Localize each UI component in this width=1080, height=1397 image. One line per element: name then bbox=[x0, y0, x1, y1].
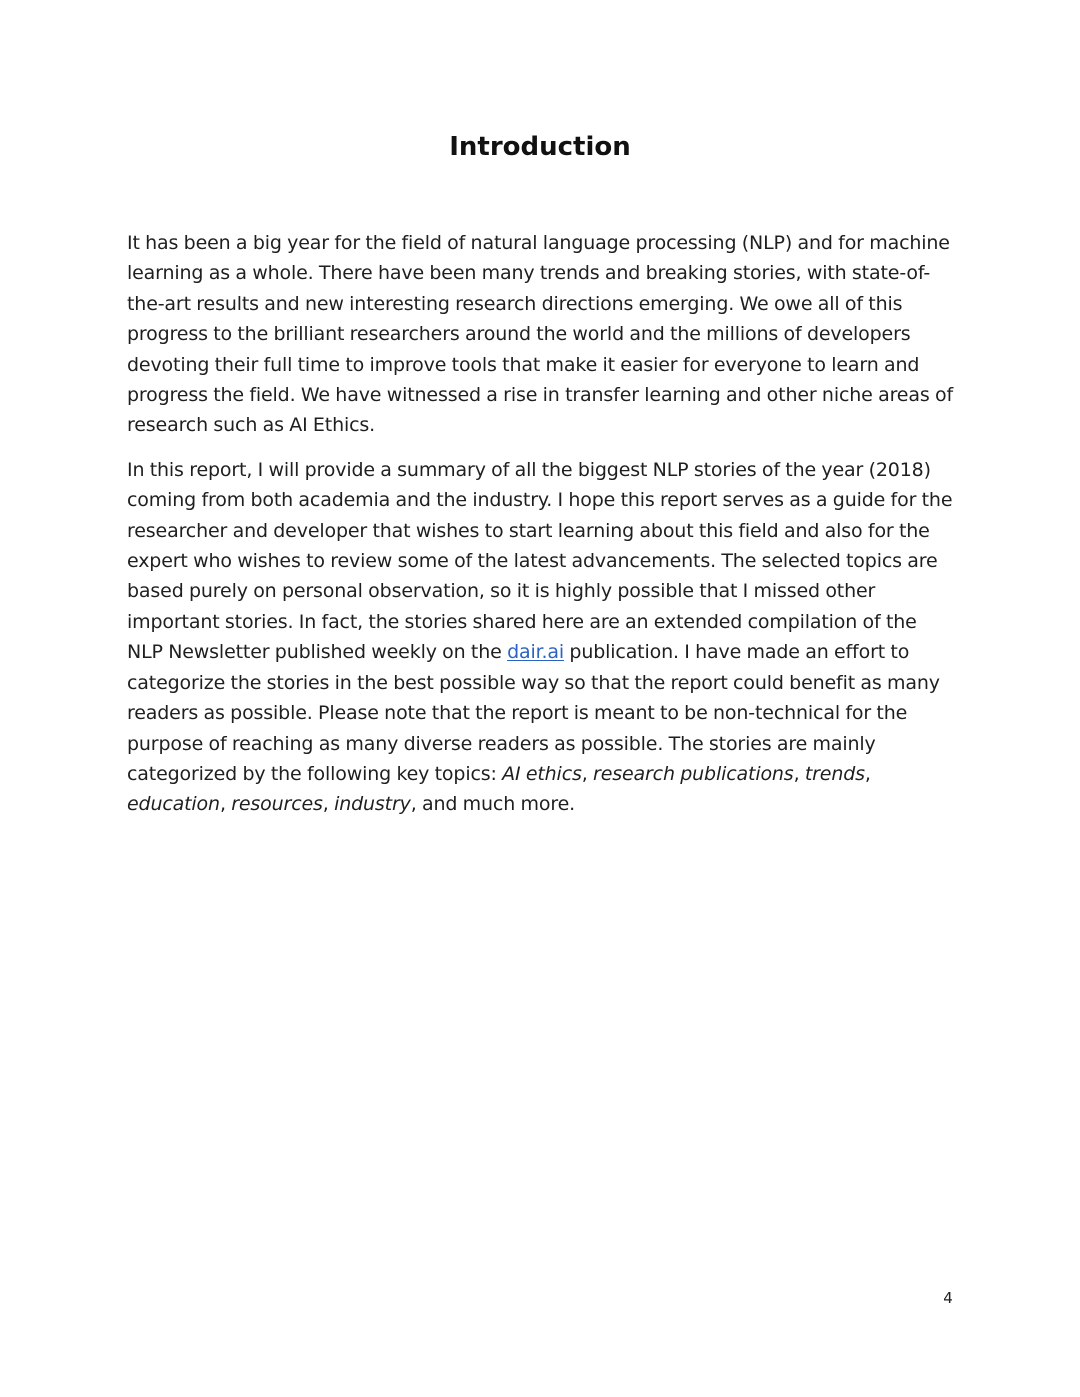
topic-separator: , bbox=[219, 793, 232, 816]
paragraph-text-before-link: In this report, I will provide a summary of all the biggest NLP stories of the year (2018) coming from both academia and the industry. I hope this report serves as a guide for the researcher and developer that wishes to start learning about this field and also for the expert who wishes to review some of the latest advancements. The selected topics are based purely on personal observation, so it is highly possible that I missed other important stories. In fact, the stories shared here are an extended compilation of the NLP Newsletter published weekly on the bbox=[127, 458, 953, 664]
topic-separator: , bbox=[322, 793, 335, 816]
page-number: 4 bbox=[943, 1289, 953, 1307]
topic-separator: , bbox=[793, 762, 805, 785]
topic-education: education bbox=[127, 793, 220, 816]
paragraph-report-summary bbox=[127, 455, 957, 820]
topic-industry: industry bbox=[334, 793, 411, 816]
topic-trends: trends bbox=[804, 762, 865, 785]
topic-separator: , bbox=[581, 762, 594, 785]
body-text bbox=[127, 228, 957, 834]
paragraph-tail: , and much more. bbox=[410, 793, 576, 816]
paragraph-text-after-link: publication. I have made an effort to categorize the stories in the best possible way so that the report could benefit as many readers as possible. Please note that the report is meant to be non-technical for the purpose of reaching as many diverse readers as possible. The stories are mainly categorized by the following key topics: bbox=[127, 641, 940, 785]
page-title: Introduction bbox=[449, 132, 631, 162]
topic-resources: resources bbox=[231, 793, 323, 816]
topic-ai-ethics: AI ethics bbox=[502, 762, 582, 785]
dair-ai-link[interactable]: dair.ai bbox=[507, 641, 565, 664]
paragraph-intro: It has been a big year for the field of natural language processing (NLP) and for machine learning as a whole. There have been many trends and breaking stories, with state-of-the-art results and new interesting research directions emerging. We owe all of this progress to the brilliant researchers around the world and the millions of developers devoting their full time to improve tools that make it easier for everyone to learn and progress the field. We have witnessed a rise in transfer learning and other niche areas of research such as AI Ethics. bbox=[127, 232, 953, 437]
topic-separator: , bbox=[864, 762, 871, 785]
topic-research-publications: research publications bbox=[593, 762, 794, 785]
